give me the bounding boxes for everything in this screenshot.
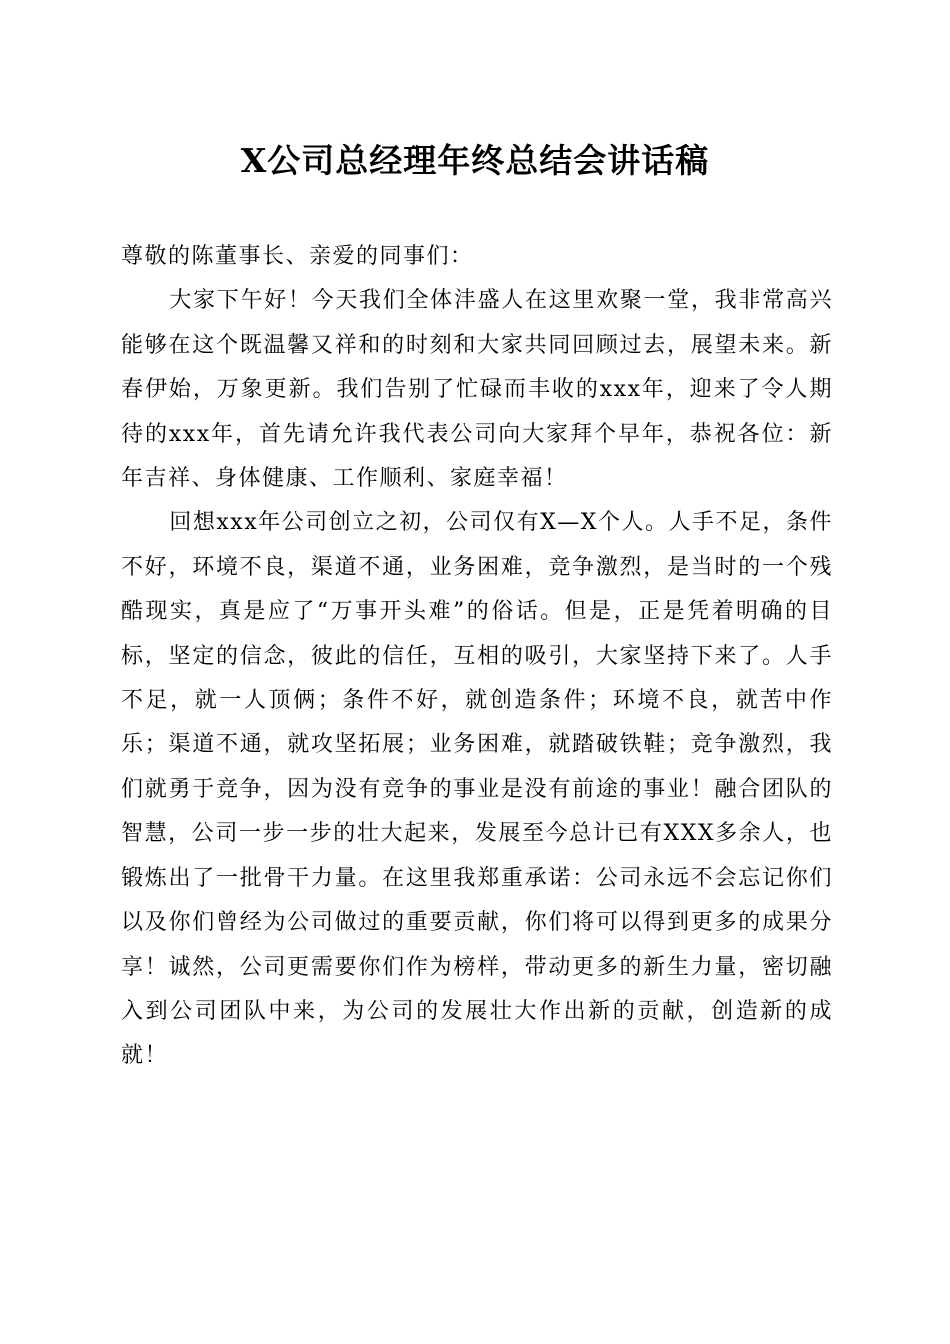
document-body xyxy=(121,235,833,1079)
paragraph-greeting: 大家下午好！今天我们全体沣盛人在这里欢聚一堂，我非常高兴能够在这个既温馨又祥和的时刻和大家共同回顾过去，展望未来。新春伊始，万象更新。我们告别了忙碌而丰收的xxx年，迎来了令人期待的xxx年，首先请允许我代表公司向大家拜个早年，恭祝各位：新年吉祥、身体健康、工作顺利、家庭幸福！ xyxy=(121,288,833,492)
salutation: 尊敬的陈董事长、亲爱的同事们： xyxy=(121,244,474,269)
paragraph-history: 回想xxx年公司创立之初，公司仅有X—X个人。人手不足，条件不好，环境不良，渠道不通，业务困难，竞争激烈，是当时的一个残酷现实，真是应了“万事开头难”的俗话。但是，正是凭着明确的目标，坚定的信念，彼此的信任，互相的吸引，大家坚持下来了。人手不足，就一人顶俩；条件不好，就创造条件；环境不良，就苦中作乐；渠道不通，就攻坚拓展；业务困难，就踏破铁鞋；竞争激烈，我们就勇于竞争，因为没有竞争的事业是没有前途的事业！融合团队的智慧，公司一步一步的壮大起来，发展至今总计已有XXX多余人，也锻炼出了一批骨干力量。在这里我郑重承诺：公司永远不会忘记你们以及你们曾经为公司做过的重要贡献，你们将可以得到更多的成果分享！诚然，公司更需要你们作为榜样，带动更多的新生力量，密切融入到公司团队中来，为公司的发展壮大作出新的贡献，创造新的成就！ xyxy=(121,510,833,1069)
document-title: X公司总经理年终总结会讲话稿 xyxy=(240,141,710,180)
